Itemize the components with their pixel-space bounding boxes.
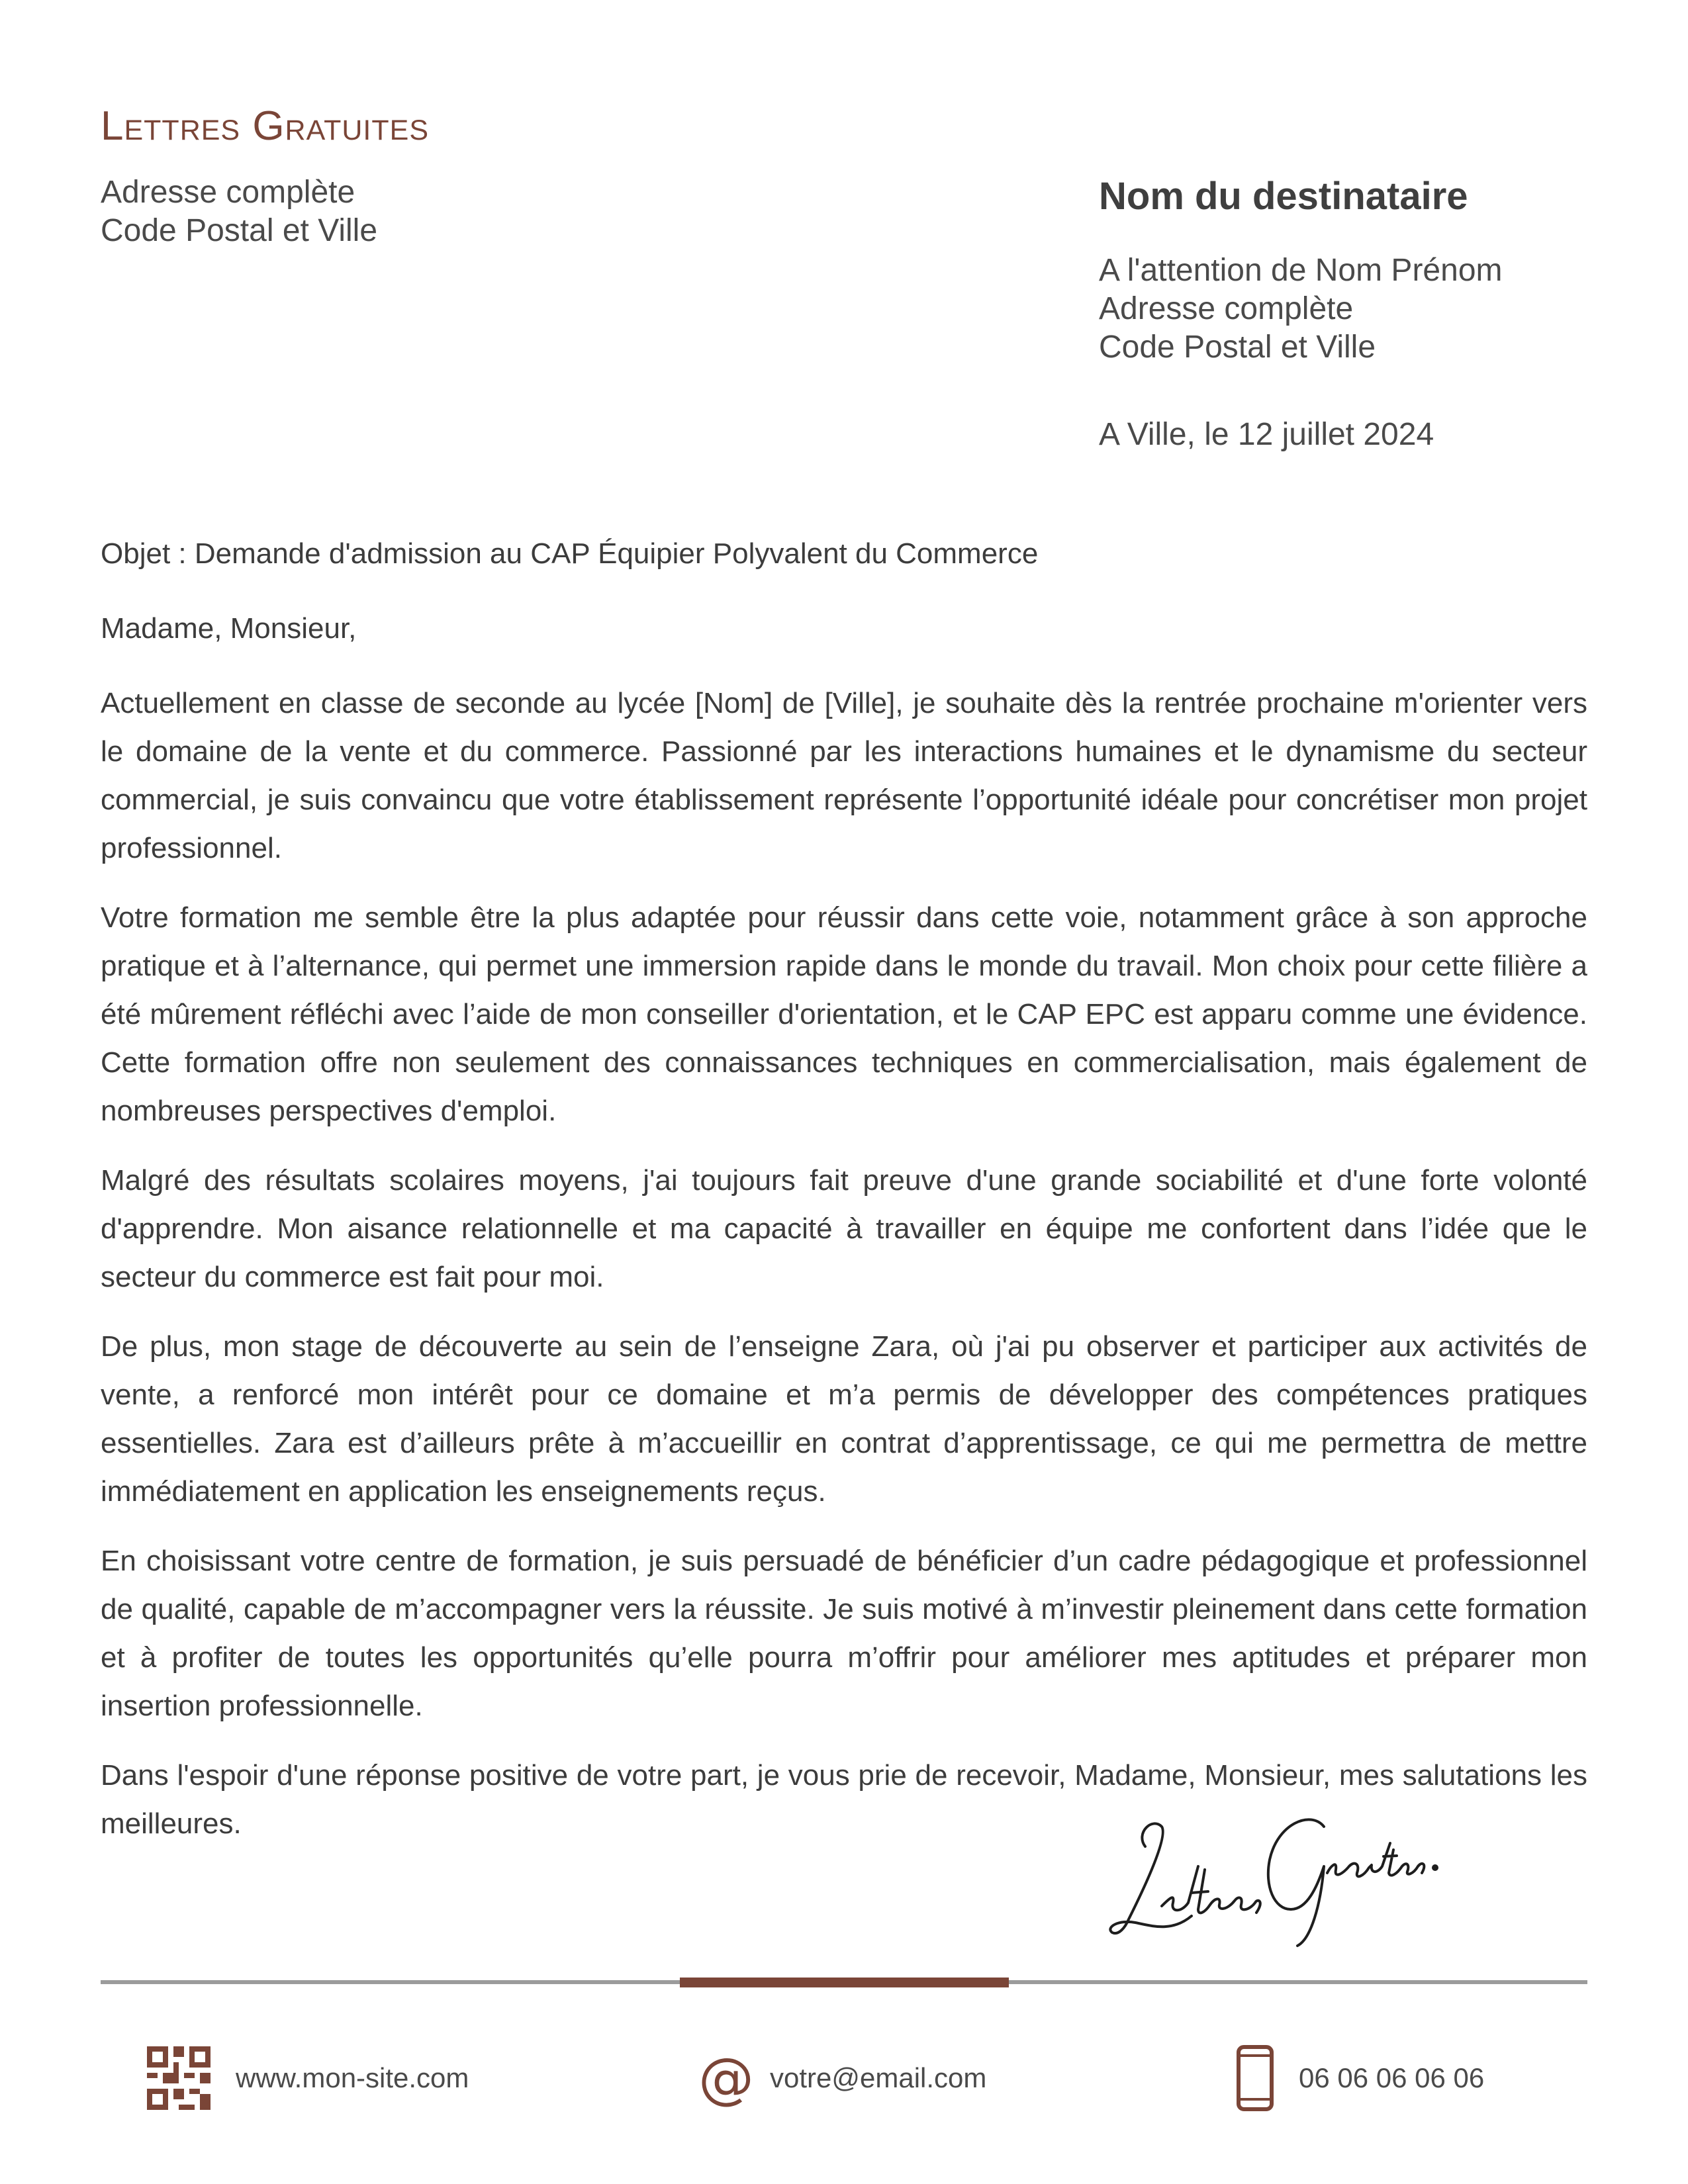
recipient-address: Adresse complète — [1099, 291, 1354, 326]
letter-body — [101, 529, 1587, 1869]
letter-subject: Objet : Demande d'admission au CAP Équipier Polyvalent du Commerce — [101, 537, 1039, 570]
recipient-block — [1099, 173, 1503, 454]
phone-text[interactable]: 06 06 06 06 06 — [1299, 2062, 1485, 2093]
footer-phone — [1237, 2045, 1484, 2111]
letter-salutation: Madame, Monsieur, — [101, 612, 357, 645]
email-text[interactable]: votre@email.com — [770, 2062, 987, 2093]
recipient-city: Code Postal et Ville — [1099, 330, 1376, 365]
letter-paragraph: En choisissant votre centre de formation, je suis persuadé de bénéficier d’un cadre pédagogique et professionnel de qualité, capable de m’accompagner vers la réussite. Je suis motivé à m’investir pleinement dans cette formation et à profiter de toutes les opportunités qu’elle pourra m’offrir pour améliorer mes aptitudes et préparer mon insertion professionnelle. — [101, 1545, 1587, 1722]
recipient-attention: A l'attention de Nom Prénom — [1099, 253, 1503, 288]
brand-title: Lettres Gratuites — [101, 103, 429, 149]
smartphone-icon — [1237, 2045, 1274, 2111]
sender-city: Code Postal et Ville — [101, 213, 378, 248]
footer-email — [698, 2045, 986, 2111]
letter-paragraph: Votre formation me semble être la plus adaptée pour réussir dans cette voie, notamment grâce à son approche pratique et à l’alternance, qui permet une immersion rapide dans le monde du travail. Mon choix pour cette filière a été mûrement réfléchi avec l’aide de mon conseiller d'orientation, et le CAP EPC est apparu comme une évidence. Cette formation offre non seulement des connaissances techniques en commercialisation, mais également de nombreuses perspectives d'emploi. — [101, 901, 1587, 1127]
website-text[interactable]: www.mon-site.com — [236, 2062, 469, 2093]
letter-closing: Dans l'espoir d'une réponse positive de votre part, je vous prie de recevoir, Madame, Monsieur, mes salutations les meilleures. — [101, 1759, 1587, 1840]
letter-paragraph: De plus, mon stage de découverte au sein de l’enseigne Zara, où j'ai pu observer et participer aux activités de vente, a renforcé mon intérêt pour ce domaine et m’a permis de développer des compétences pratiques essentielles. Zara est d’ailleurs prête à m’accueillir en contrat d’apprentissage, ce qui me permettra de mettre immédiatement en application les enseignements reçus. — [101, 1330, 1587, 1508]
at-sign-icon: @ — [698, 2046, 754, 2111]
footer-website — [147, 2045, 469, 2111]
qr-code-icon — [147, 2046, 211, 2110]
letter-paragraph: Malgré des résultats scolaires moyens, j'ai toujours fait preuve d'une grande sociabilité et d'une forte volonté d'apprendre. Mon aisance relationnelle et ma capacité à travailler en équipe me confortent dans l’idée que le secteur du commerce est fait pour moi. — [101, 1164, 1587, 1293]
recipient-name: Nom du destinataire — [1099, 175, 1468, 218]
letter-paragraph: Actuellement en classe de seconde au lycée [Nom] de [Ville], je souhaite dès la rentrée prochaine m'orienter vers le domaine de la vente et du commerce. Passionné par les interactions humaines et le dynamisme du secteur commercial, je suis convaincu que votre établissement représente l’opportunité idéale pour concrétiser mon projet professionnel. — [101, 687, 1587, 864]
sender-address: Adresse complète — [101, 175, 355, 210]
footer-divider-accent — [680, 1978, 1009, 1987]
handwritten-signature — [1099, 1787, 1443, 1952]
letter-date: A Ville, le 12 juillet 2024 — [1099, 417, 1434, 452]
sender-block — [101, 173, 377, 250]
